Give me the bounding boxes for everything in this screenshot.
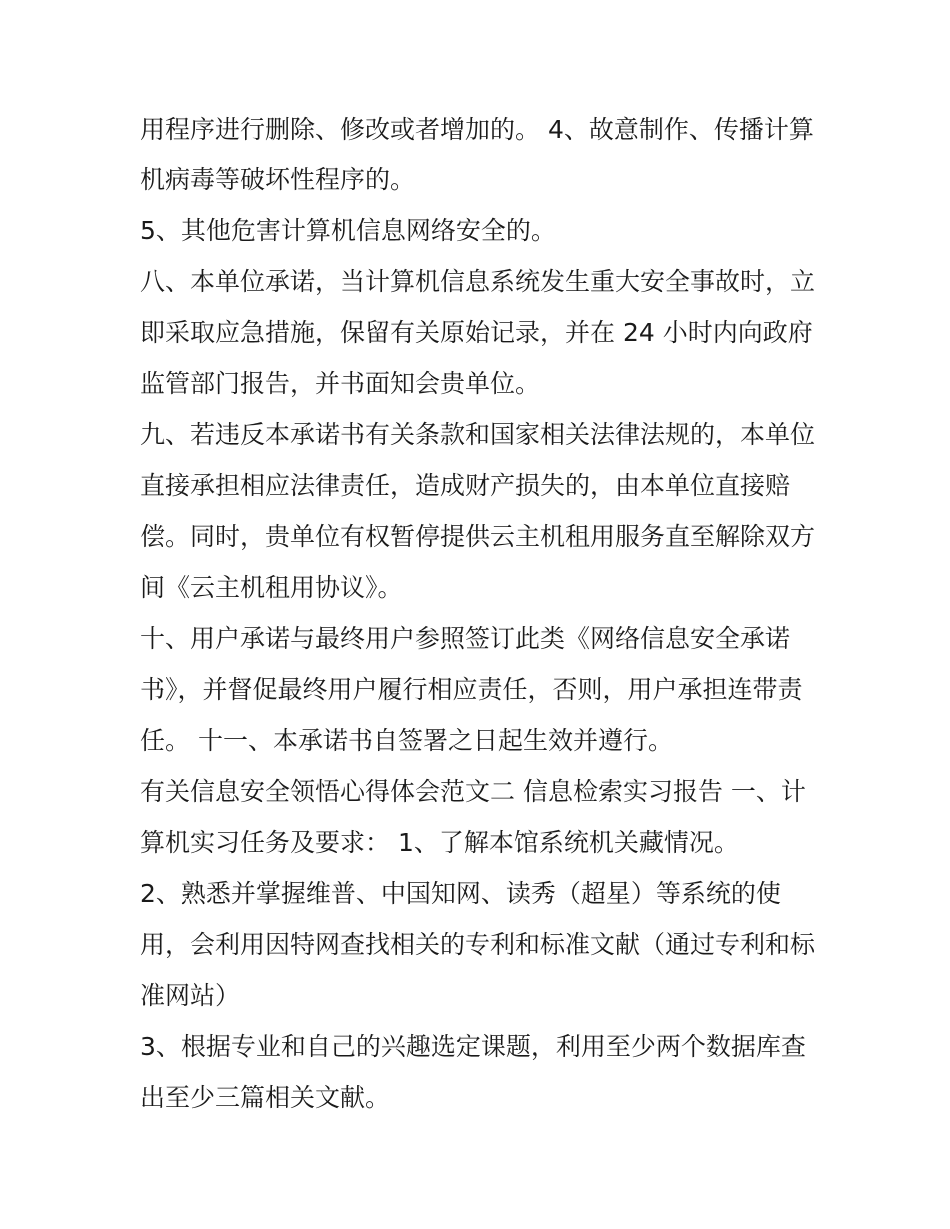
text-line: 即采取应急措施，保留有关原始记录，并在 24 小时内向政府 (140, 318, 813, 347)
text-line: 3、根据专业和自己的兴趣选定课题，利用至少两个数据库查 (140, 1032, 806, 1061)
text-line: 偿。同时，贵单位有权暂停提供云主机租用服务直至解除双方 (140, 522, 816, 551)
text-line: 机病毒等破坏性程序的。 (140, 165, 416, 194)
text-line: 用，会利用因特网查找相关的专利和标准文献（通过专利和标 (140, 930, 816, 959)
text-line: 有关信息安全领悟心得体会范文二 信息检索实习报告 一、计 (140, 777, 806, 806)
text-line: 2、熟悉并掌握维普、中国知网、读秀（超星）等系统的使 (140, 879, 781, 908)
text-line: 间《云主机租用协议》。 (140, 573, 403, 602)
text-line: 九、若违反本承诺书有关条款和国家相关法律法规的，本单位 (140, 420, 816, 449)
text-line: 用程序进行删除、修改或者增加的。 4、故意制作、传播计算 (140, 115, 814, 144)
text-line: 准网站） (140, 981, 241, 1010)
text-line: 算机实习任务及要求： 1、了解本馆系统机关藏情况。 (140, 828, 739, 857)
text-line: 八、本单位承诺，当计算机信息系统发生重大安全事故时，立 (140, 267, 816, 296)
text-line: 5、其他危害计算机信息网络安全的。 (140, 216, 556, 245)
document-body (140, 106, 820, 1123)
text-line: 出至少三篇相关文献。 (140, 1083, 391, 1112)
text-line: 监管部门报告，并书面知会贵单位。 (140, 369, 541, 398)
text-line: 十、用户承诺与最终用户参照签订此类《网络信息安全承诺 (140, 624, 791, 653)
text-line: 任。 十一、本承诺书自签署之日起生效并遵行。 (140, 726, 673, 755)
text-line: 书》，并督促最终用户履行相应责任，否则，用户承担连带责 (140, 675, 803, 704)
text-line: 直接承担相应法律责任，造成财产损失的，由本单位直接赔 (140, 471, 791, 500)
